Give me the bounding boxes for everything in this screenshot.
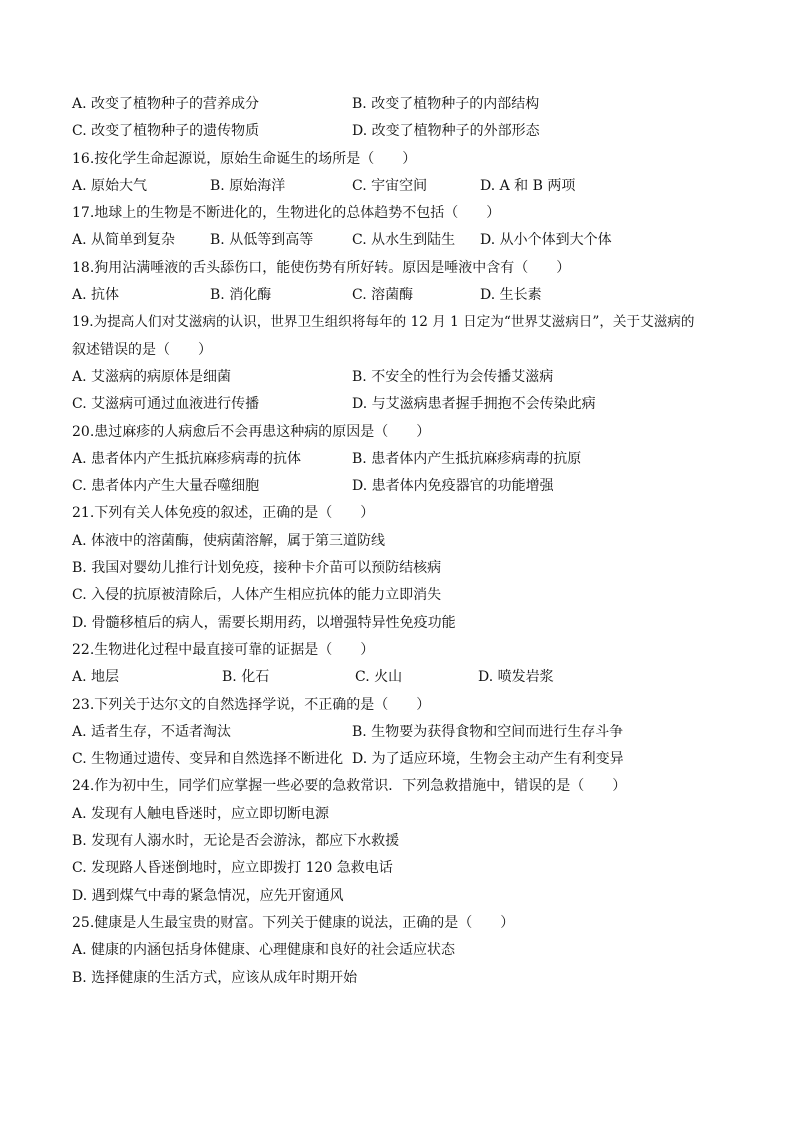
- question-list: [72, 91, 732, 992]
- option-b: B. 改变了植物种子的内部结构: [352, 96, 540, 112]
- option-d: D. 患者体内免疫器官的功能增强: [352, 478, 554, 495]
- option-row: [72, 91, 732, 118]
- option-row: [72, 473, 732, 500]
- question-stem: 17.地球上的生物是不断进化的，生物进化的总体趋势不包括（ ）: [72, 205, 501, 222]
- option-d: D. 从小个体到大个体: [480, 232, 612, 249]
- option-c: C. 艾滋病可通过血液进行传播: [72, 396, 260, 413]
- option-a: A. 从简单到复杂: [72, 232, 176, 249]
- option-d: D. 喷发岩浆: [478, 669, 554, 686]
- option-a: A. 改变了植物种子的营养成分: [72, 96, 260, 112]
- option-row: [72, 719, 732, 746]
- option-c: C. 入侵的抗原被清除后，人体产生相应抗体的能力立即消失: [72, 587, 442, 604]
- option-c: C. 从水生到陆生: [352, 232, 456, 249]
- option-b: B. 原始海洋: [210, 177, 286, 194]
- option-b: B. 消化酶: [210, 287, 272, 304]
- option-row: [72, 664, 732, 691]
- question-stem: 20.患过麻疹的人病愈后不会再患这种病的原因是（ ）: [72, 423, 431, 440]
- question-stem-continued: 叙述错误的是（ ）: [72, 341, 212, 358]
- option-a: A. 艾滋病的病原体是细菌: [72, 368, 232, 385]
- option-d: D. 为了适应环境，生物会主动产生有利变异: [352, 751, 624, 768]
- option-d: D. 生长素: [480, 287, 542, 304]
- question-stem: 23.下列关于达尔文的自然选择学说，不正确的是（ ）: [72, 696, 431, 713]
- option-b: B. 患者体内产生抵抗麻疹病毒的抗原: [352, 450, 582, 467]
- option-a: A. 发现有人触电昏迷时，应立即切断电源: [72, 805, 330, 822]
- option-b: B. 生物要为获得食物和空间而进行生存斗争: [352, 723, 624, 740]
- question-stem: 16.按化学生命起源说，原始生命诞生的场所是（ ）: [72, 150, 417, 167]
- option-b: B. 从低等到高等: [210, 232, 314, 249]
- option-d: D. 骨髓移植后的病人，需要长期用药，以增强特异性免疫功能: [72, 614, 456, 631]
- option-c: C. 火山: [355, 669, 403, 686]
- option-d: D. 与艾滋病患者握手拥抱不会传染此病: [352, 396, 596, 413]
- option-d: D. 遇到煤气中毒的紧急情况，应先开窗通风: [72, 887, 344, 904]
- option-row: [72, 173, 732, 200]
- option-b: B. 化石: [222, 669, 270, 686]
- option-a: A. 原始大气: [72, 177, 148, 194]
- question-stem: 25.健康是人生最宝贵的财富。下列关于健康的说法，正确的是（ ）: [72, 914, 515, 931]
- option-c: C. 发现路人昏迷倒地时，应立即拨打 120 急救电话: [72, 860, 393, 877]
- question-stem: 24.作为初中生，同学们应掌握一些必要的急救常识．下列急救措施中，错误的是（ ）: [72, 778, 627, 795]
- option-a: A. 体液中的溶菌酶，使病菌溶解，属于第三道防线: [72, 532, 386, 549]
- option-c: C. 溶菌酶: [352, 287, 414, 304]
- option-b: B. 选择健康的生活方式，应该从成年时期开始: [72, 969, 358, 986]
- option-row: [72, 364, 732, 391]
- option-row: [72, 118, 732, 145]
- option-c: C. 改变了植物种子的遗传物质: [72, 123, 260, 140]
- option-a: A. 地层: [72, 669, 120, 686]
- option-d: D. 改变了植物种子的外部形态: [352, 123, 540, 140]
- question-stem: 21.下列有关人体免疫的叙述，正确的是（ ）: [72, 505, 375, 522]
- option-row: [72, 391, 732, 418]
- option-a: A. 患者体内产生抵抗麻疹病毒的抗体: [72, 450, 302, 467]
- question-stem: 22.生物进化过程中最直接可靠的证据是（ ）: [72, 641, 375, 658]
- option-row: [72, 227, 732, 254]
- question-stem: 18.狗用沾满唾液的舌头舔伤口，能使伤势有所好转。原因是唾液中含有（ ）: [72, 259, 571, 276]
- option-row: [72, 446, 732, 473]
- option-a: A. 健康的内涵包括身体健康、心理健康和良好的社会适应状态: [72, 942, 456, 959]
- option-c: C. 生物通过遗传、变异和自然选择不断进化: [72, 751, 344, 768]
- option-c: C. 宇宙空间: [352, 177, 428, 194]
- question-stem: 19.为提高人们对艾滋病的认识，世界卫生组织将每年的 12 月 1 日定为“世界艾滋病日”，关于艾滋病的: [72, 314, 695, 331]
- option-c: C. 患者体内产生大量吞噬细胞: [72, 478, 260, 495]
- option-b: B. 不安全的性行为会传播艾滋病: [352, 368, 554, 385]
- option-d: D. A 和 B 两项: [480, 177, 576, 194]
- option-row: [72, 282, 732, 309]
- option-b: B. 我国对婴幼儿推行计划免疫，接种卡介苗可以预防结核病: [72, 560, 442, 577]
- option-a: A. 抗体: [72, 287, 120, 304]
- option-b: B. 发现有人溺水时，无论是否会游泳，都应下水救援: [72, 833, 400, 850]
- option-a: A. 适者生存，不适者淘汰: [72, 723, 232, 740]
- option-row: [72, 746, 732, 773]
